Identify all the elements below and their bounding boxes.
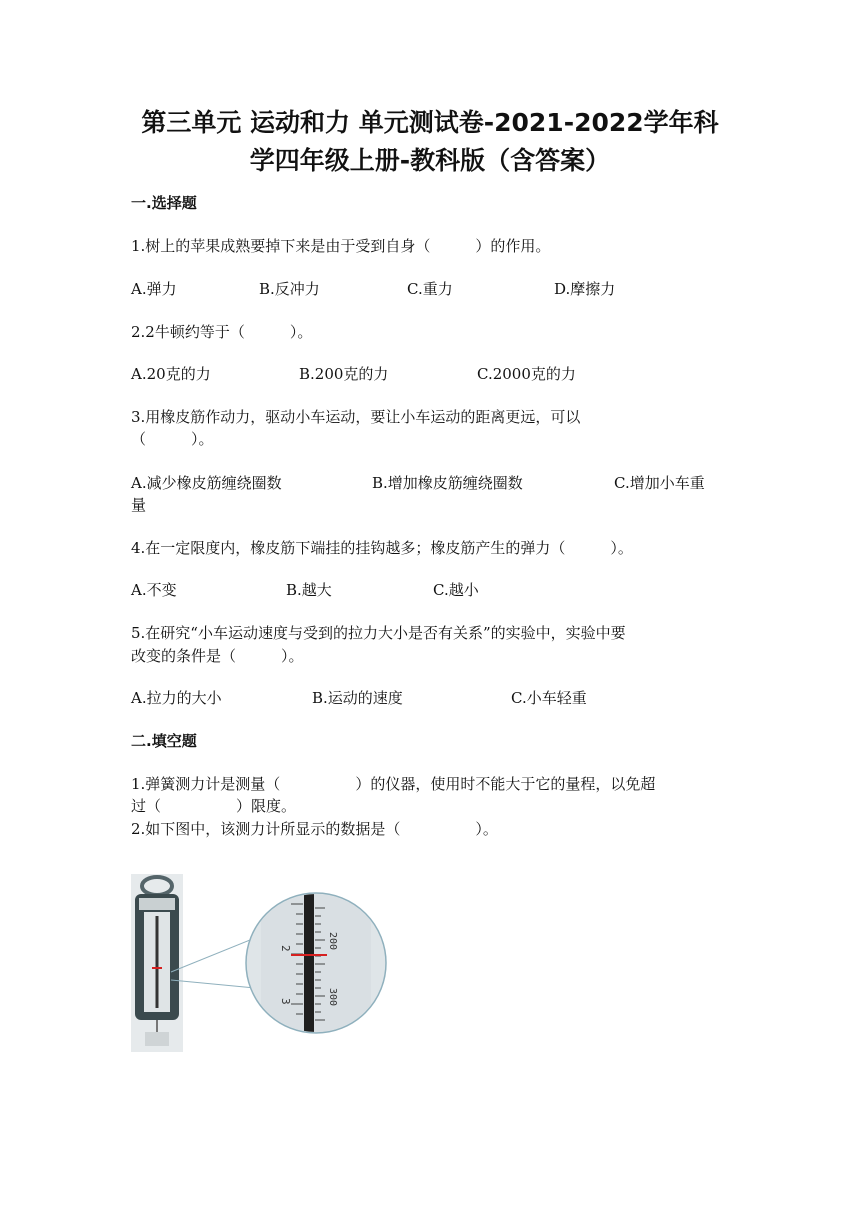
magnified-scale xyxy=(261,892,371,1037)
question-5-option-b: B.运动的速度 xyxy=(312,689,403,707)
question-2-stem: 2.2牛顿约等于（ ）。 xyxy=(131,323,313,341)
hook-weight xyxy=(145,1032,169,1046)
magnified-slot xyxy=(304,892,314,1037)
question-5-option-a: A.拉力的大小 xyxy=(131,689,222,707)
section-heading-fill: 二.填空题 xyxy=(131,732,197,750)
device-label-plate xyxy=(139,898,175,910)
question-5-stem-line-2: 改变的条件是（ ）。 xyxy=(131,647,304,665)
question-1-option-d: D.摩擦力 xyxy=(554,280,616,298)
fill-question-1-line-2: 过（ ）限度。 xyxy=(131,797,297,815)
question-1-option-c: C.重力 xyxy=(407,280,453,298)
question-3-stem-line-2: （ ）。 xyxy=(131,430,214,448)
question-2-option-c: C.2000克的力 xyxy=(477,365,576,383)
question-5-stem-line-1: 5.在研究“小车运动速度与受到的拉力大小是否有关系”的实验中，实验中要 xyxy=(131,624,626,642)
newton-label-3: 3 xyxy=(279,998,292,1005)
question-3-option-c: C.增加小车重 xyxy=(614,474,705,492)
question-4-option-c: C.越小 xyxy=(433,581,479,599)
newton-label-2: 2 xyxy=(279,945,292,952)
section-heading-choice: 一.选择题 xyxy=(131,194,197,212)
question-2-option-b: B.200克的力 xyxy=(299,365,389,383)
question-4-stem: 4.在一定限度内，橡皮筋下端挂的挂钩越多；橡皮筋产生的弹力（ ）。 xyxy=(131,539,633,557)
fill-question-1-line-1: 1.弹簧测力计是测量（ ）的仪器，使用时不能大于它的量程，以免超 xyxy=(131,775,656,793)
spring-scale-illustration xyxy=(131,872,391,1057)
question-3-stem-line-1: 3.用橡皮筋作动力，驱动小车运动，要让小车运动的距离更远，可以 xyxy=(131,408,581,426)
question-5-option-c: C.小车轻重 xyxy=(511,689,587,707)
callout-line-bottom xyxy=(171,980,255,988)
page-title-line-2: 学四年级上册-教科版（含答案） xyxy=(249,146,611,175)
spring-scale-figure xyxy=(131,872,391,1057)
question-1-stem: 1.树上的苹果成熟要掉下来是由于受到自身（ ）的作用。 xyxy=(131,237,551,255)
question-4-option-a: A.不变 xyxy=(131,581,177,599)
gram-label-300: 300 xyxy=(327,988,338,1007)
question-3-option-c-wrap: 量 xyxy=(131,496,147,514)
question-1-option-b: B.反冲力 xyxy=(259,280,320,298)
page-title xyxy=(100,104,760,180)
callout-line-top xyxy=(171,938,255,972)
question-2-option-a: A.20克的力 xyxy=(131,365,211,383)
question-4-option-b: B.越大 xyxy=(286,581,332,599)
gram-label-200: 200 xyxy=(327,932,338,951)
page-title-line-1: 第三单元 运动和力 单元测试卷-2021-2022学年科 xyxy=(141,108,719,137)
question-1-option-a: A.弹力 xyxy=(131,280,177,298)
question-3-option-a: A.减少橡皮筋缠绕圈数 xyxy=(131,474,282,492)
fill-question-2: 2.如下图中，该测力计所显示的数据是（ ）。 xyxy=(131,820,498,838)
question-3-option-b: B.增加橡皮筋缠绕圈数 xyxy=(372,474,523,492)
